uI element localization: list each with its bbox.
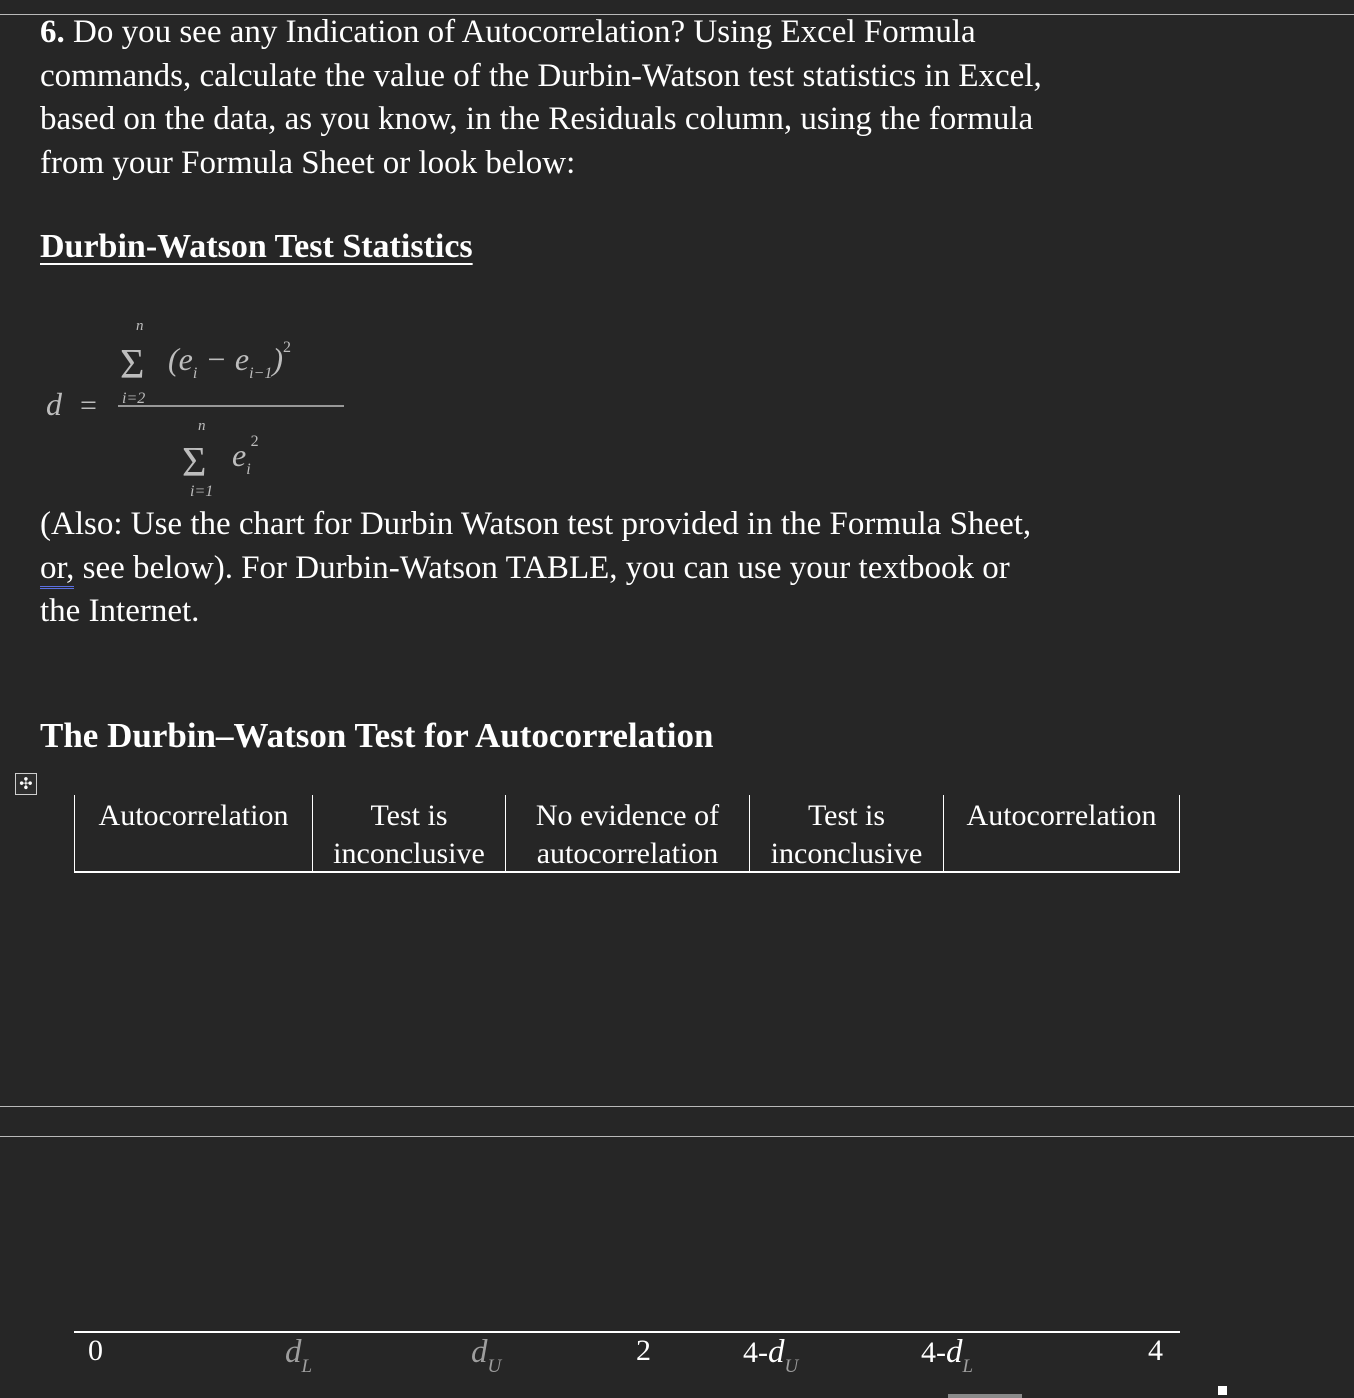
dw-statistics-heading: Durbin-Watson Test Statistics (40, 228, 473, 265)
move-arrows-icon[interactable]: ✣ (15, 773, 37, 795)
question-line-1: 6. Do you see any Indication of Autocorrelation? Using Excel Formula (40, 14, 976, 50)
region-inconclusive-right: Test is inconclusive (749, 795, 943, 871)
also-note-line-1: (Also: Use the chart for Durbin Watson test provided in the Formula Sheet, (40, 506, 1032, 542)
resize-handle[interactable] (1218, 1386, 1227, 1395)
also-note-line-2: or, see below). For Durbin-Watson TABLE, you can use your textbook or (40, 547, 1031, 591)
axis-tick-dl: $d_L$ (285, 1334, 313, 1377)
axis-tick-four: 4 (1148, 1334, 1163, 1367)
question-line-2: commands, calculate the value of the Durbin-Watson test statistics in Excel, (40, 57, 1042, 94)
also-note (40, 503, 1031, 634)
formula-lower-i2: i=2 (122, 390, 146, 407)
page-break-rule-2 (0, 1136, 1354, 1137)
formula-sigma-top: Σ (120, 342, 145, 388)
region-autocorrelation-left: Autocorrelation (74, 795, 312, 871)
formula-denominator-body: $e_i^2$ (232, 433, 259, 478)
bottom-scroll-indicator (948, 1394, 1022, 1398)
formula-sigma-bottom: Σ (182, 440, 207, 486)
durbin-watson-formula (40, 300, 360, 510)
axis-tick-4-minus-dl: $4-d_L$ (921, 1334, 974, 1377)
region-inconclusive-left: Test is inconclusive (312, 795, 505, 871)
question-line-4: from your Formula Sheet or look below: (40, 144, 576, 181)
formula-upper-n: n (136, 318, 144, 334)
formula-lhs: d (46, 386, 62, 422)
region-autocorrelation-right: Autocorrelation (943, 795, 1180, 871)
dw-regions-table (74, 795, 1180, 873)
question-paragraph (40, 11, 1042, 185)
axis-tick-du: $d_U$ (471, 1334, 502, 1377)
formula-numerator-body: $(e_i - e_{i-1})^2$ (168, 339, 292, 382)
formula-denominator-upper-n: n (198, 418, 206, 434)
axis-tick-4-minus-du: $4-d_U$ (743, 1334, 799, 1377)
axis-tick-two: 2 (636, 1334, 651, 1367)
dw-test-heading: The Durbin–Watson Test for Autocorrelation (40, 716, 714, 755)
axis-tick-zero: 0 (88, 1334, 103, 1367)
formula-equals: = (80, 389, 97, 422)
dw-axis-line (74, 1331, 1180, 1333)
region-no-evidence: No evidence of autocorrelation (505, 795, 749, 871)
question-line-3: based on the data, as you know, in the Residuals column, using the formula (40, 101, 1034, 137)
page-break-rule-1 (0, 1106, 1354, 1107)
also-note-line-3: the Internet. (40, 593, 200, 629)
formula-denominator-lower: i=1 (190, 483, 214, 500)
grammar-flagged-word[interactable]: or, (40, 550, 74, 589)
question-number: 6. (40, 14, 65, 50)
